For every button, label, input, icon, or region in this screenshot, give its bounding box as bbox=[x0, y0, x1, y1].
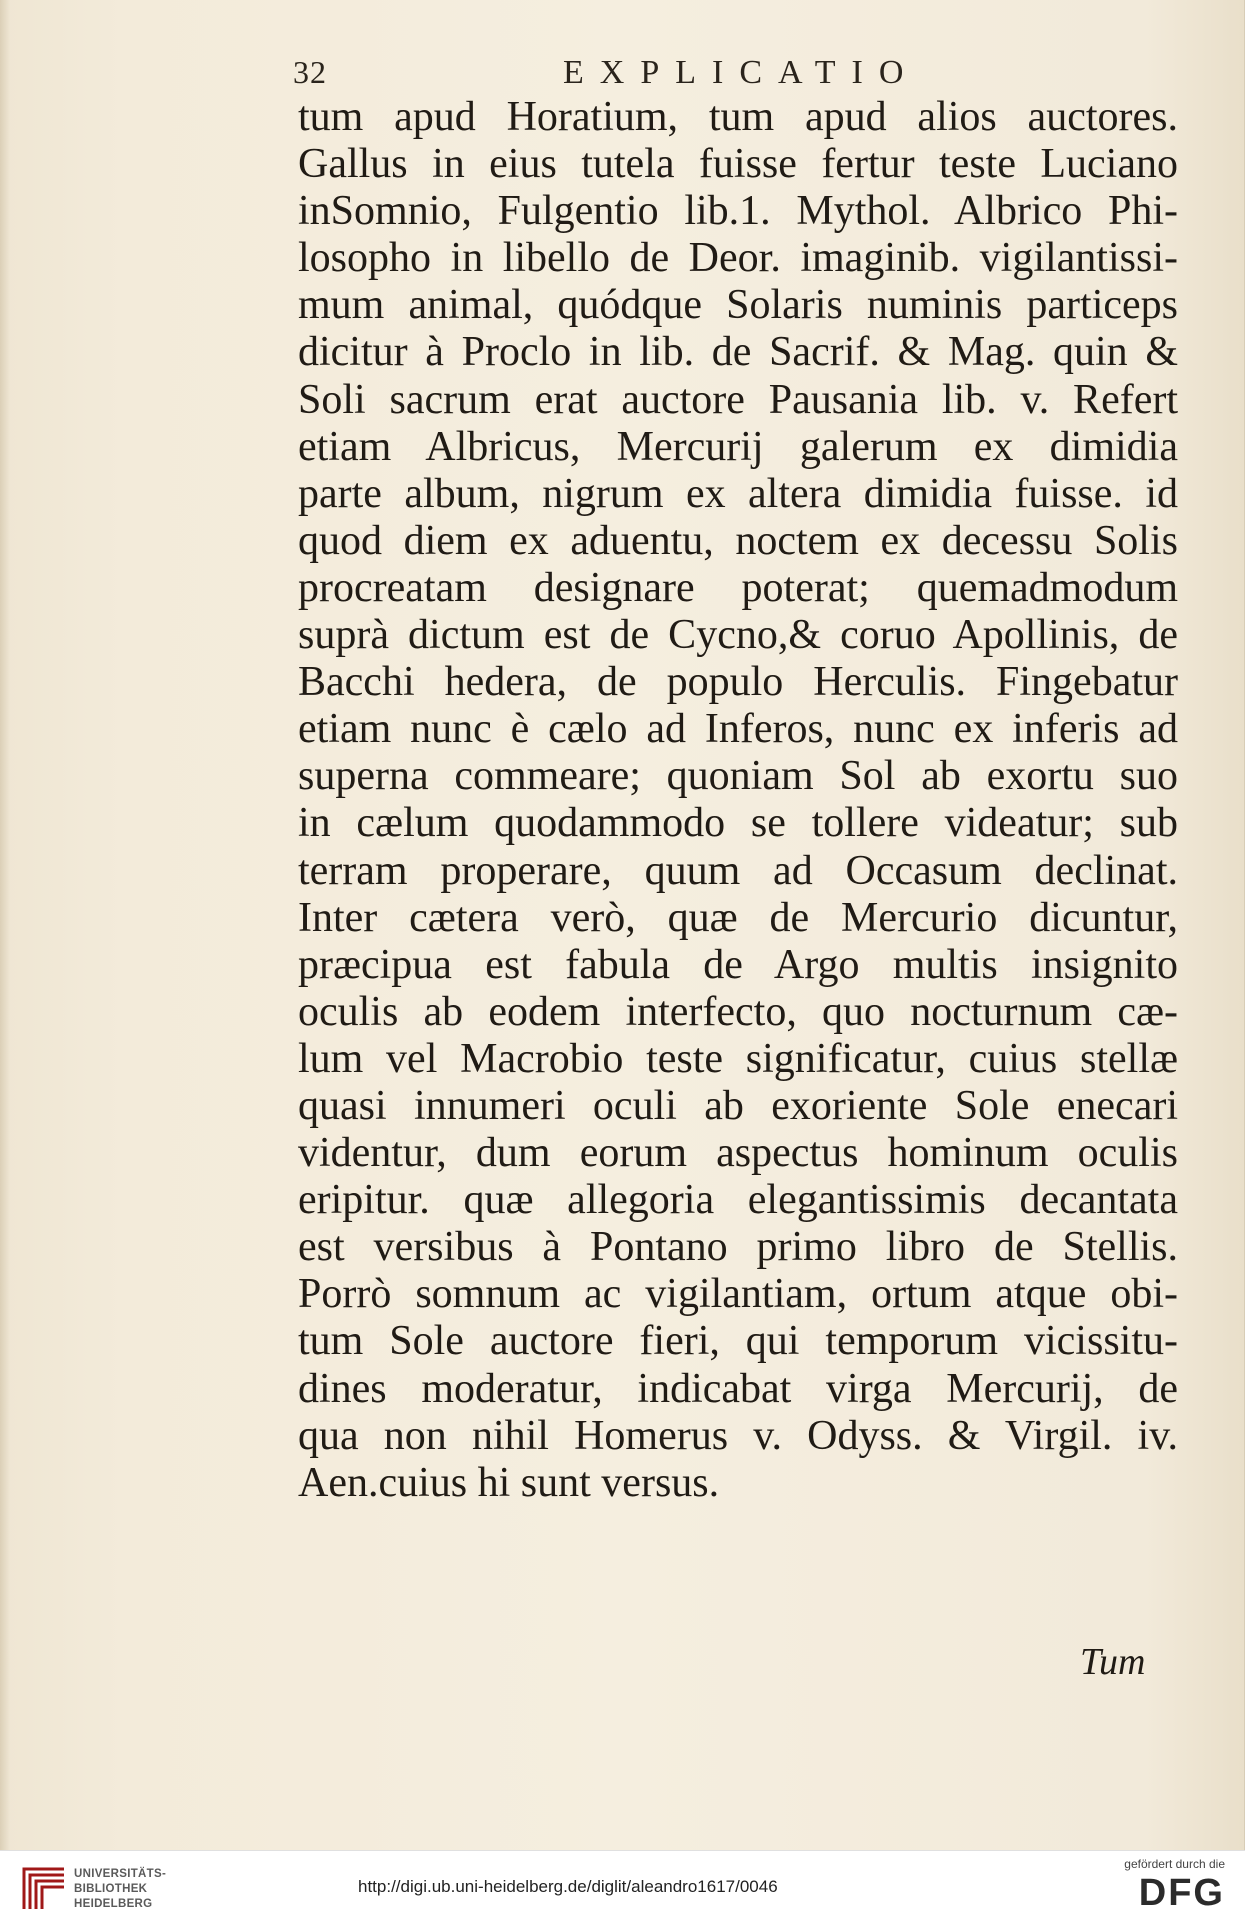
dfg-logo-text: DFG bbox=[1138, 1872, 1225, 1914]
catchword: Tum bbox=[1080, 1641, 1146, 1683]
permalink-url[interactable]: http://digi.ub.uni-heidelberg.de/diglit/aleandro1617/0046 bbox=[358, 1877, 778, 1896]
text-line: eripitur. quæ allegoria elegantissimis decantata bbox=[298, 1177, 1178, 1224]
running-head bbox=[293, 54, 993, 98]
text-line: etiam nunc è cælo ad Inferos, nunc ex inferis ad bbox=[298, 706, 1178, 753]
viewer-footer bbox=[0, 1850, 1245, 1927]
text-line: quasi innumeri oculi ab exoriente Sole enecari bbox=[298, 1082, 1178, 1129]
text-line: oculis ab eodem interfecto, quo nocturnum cæ- bbox=[298, 988, 1178, 1035]
logo-line: UNIVERSITÄTS- bbox=[74, 1868, 167, 1880]
text-line: procreatam designare poterat; quemadmodum bbox=[298, 564, 1178, 611]
running-head-title: EXPLICATIO bbox=[563, 54, 920, 91]
text-line: in cælum quodammodo se tollere videatur; sub bbox=[298, 800, 1178, 847]
text-line: dines moderatur, indicabat virga Mercurij, de bbox=[298, 1365, 1178, 1412]
text-line: Porrò somnum ac vigilantiam, ortum atque obi- bbox=[298, 1271, 1178, 1318]
text-line: etiam Albricus, Mercurij galerum ex dimidia bbox=[298, 423, 1178, 470]
logo-line: HEIDELBERG bbox=[74, 1898, 153, 1910]
dfg-funding-logo[interactable] bbox=[1075, 1857, 1225, 1921]
text-line: terram properare, quum ad Occasum declinat. bbox=[298, 847, 1178, 894]
text-line: quod diem ex aduentu, noctem ex decessu Solis bbox=[298, 517, 1178, 564]
text-line: parte album, nigrum ex altera dimidia fuisse. id bbox=[298, 470, 1178, 517]
text-line: suprà dictum est de Cycno,& coruo Apollinis, de bbox=[298, 612, 1178, 659]
text-line: Aen.cuius hi sunt versus. bbox=[298, 1459, 720, 1506]
text-line: tum apud Horatium, tum apud alios auctores. bbox=[298, 94, 1178, 140]
text-line: inSomnio, Fulgentio lib.1. Mythol. Albrico Phi- bbox=[298, 188, 1178, 235]
text-line: videntur, dum eorum aspectus hominum oculis bbox=[298, 1130, 1178, 1177]
library-logo-text bbox=[74, 1867, 166, 1912]
dfg-caption: gefördert durch die bbox=[1124, 1857, 1225, 1871]
body-text bbox=[298, 94, 1178, 1507]
text-line: Bacchi hedera, de populo Herculis. Fingebatur bbox=[298, 659, 1178, 706]
text-line: losopho in libello de Deor. imaginib. vigilantissi- bbox=[298, 235, 1178, 282]
university-library-logo[interactable] bbox=[20, 1863, 240, 1919]
logo-line: BIBLIOTHEK bbox=[74, 1883, 148, 1895]
text-line: mum animal, quódque Solaris numinis particeps bbox=[298, 282, 1178, 329]
text-line: lum vel Macrobio teste significatur, cuius stellæ bbox=[298, 1035, 1178, 1082]
text-line: est versibus à Pontano primo libro de Stellis. bbox=[298, 1224, 1178, 1271]
text-line: Gallus in eius tutela fuisse fertur teste Luciano bbox=[298, 141, 1178, 188]
text-line: tum Sole auctore fieri, qui temporum vicissitu- bbox=[298, 1318, 1178, 1365]
text-line: præcipua est fabula de Argo multis insignito bbox=[298, 941, 1178, 988]
text-line: dicitur à Proclo in lib. de Sacrif. & Mag. quin & bbox=[298, 329, 1178, 376]
page-gutter-shadow bbox=[0, 0, 10, 1850]
library-logo-icon bbox=[20, 1865, 68, 1913]
text-line: Soli sacrum erat auctore Pausania lib. v. Refert bbox=[298, 376, 1178, 423]
page-number: 32 bbox=[293, 54, 327, 90]
text-line: superna commeare; quoniam Sol ab exortu suo bbox=[298, 753, 1178, 800]
text-line: qua non nihil Homerus v. Odyss. & Virgil. iv. bbox=[298, 1412, 1178, 1459]
text-line: Inter cætera verò, quæ de Mercurio dicuntur, bbox=[298, 894, 1178, 941]
